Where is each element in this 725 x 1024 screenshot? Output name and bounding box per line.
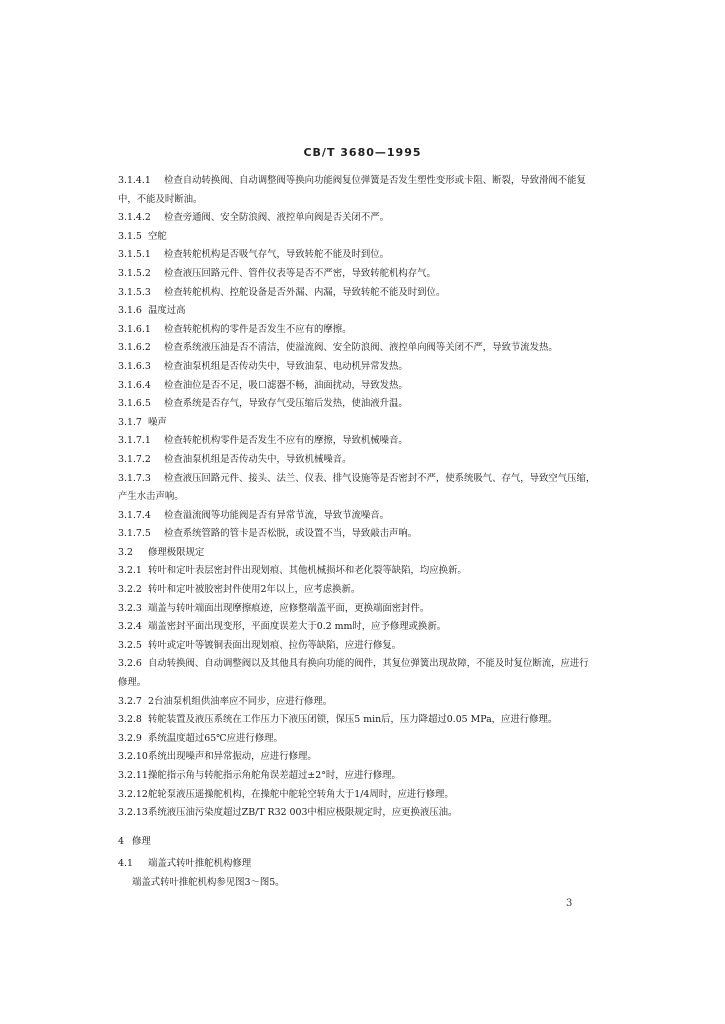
paragraph-3-1-5-2: [118, 265, 596, 284]
paragraph-3-2-4: [118, 618, 596, 637]
standard-code-header: CB/T 3680—1995: [303, 146, 422, 159]
clause-number: 3.1.7.3: [118, 472, 151, 484]
paragraph-3-1-7-1: [118, 432, 596, 451]
heading-3-1-7: [118, 414, 596, 433]
paragraph-3-2-3: [118, 600, 596, 619]
clause-text: 检查油位是否不足，吸口滤器不畅，油面扰动，导致发热。: [164, 379, 408, 391]
paragraph-3-1-7-3: [118, 470, 596, 507]
section-number: 4: [118, 835, 124, 847]
clause-number: 3.1.6.5: [118, 398, 151, 410]
clause-number: 3.2.6: [118, 658, 142, 670]
clause-number: 3.2.9: [118, 732, 142, 744]
heading-3-1-5: [118, 228, 596, 247]
clause-text: 转叶和定叶表层密封件出现划痕、其他机械损坏和老化裂等缺陷，均应换新。: [148, 565, 467, 577]
paragraph-3-2-12: [118, 786, 596, 805]
clause-text: 修理极限规定: [148, 546, 205, 558]
clause-number: 3.2.1: [118, 565, 142, 577]
paragraph-3-1-6-4: [118, 377, 596, 396]
clause-number: 3.2.8: [118, 714, 142, 726]
paragraph-3-1-7-2: [118, 451, 596, 470]
clause-text: 检查转舵机构、控舵设备是否外漏、内漏，导致转舵不能及时到位。: [164, 286, 446, 298]
clause-number: 3.2: [118, 546, 133, 558]
clause-number: 3.1.5.2: [118, 267, 151, 279]
clause-text: 系统出现噪声和异常振动，应进行修理。: [148, 751, 317, 763]
clause-text: 检查旁通阀、安全防浪阀、液控单向阀是否关闭不严。: [164, 212, 390, 224]
paragraph-3-2-11: [118, 767, 596, 786]
clause-number: 3.2.4: [118, 621, 142, 633]
paragraph-3-1-7-4: [118, 507, 596, 526]
paragraph-3-2-6: [118, 655, 596, 692]
clause-number: 3.1.7.4: [118, 509, 151, 521]
paragraph-3-1-6-1: [118, 321, 596, 340]
clause-text: 空舵: [148, 230, 167, 242]
clause-text: 温度过高: [148, 305, 186, 317]
paragraph-3-1-6-3: [118, 358, 596, 377]
clause-number: 3.2.11: [118, 770, 148, 781]
clause-text: 系统液压油污染度超过ZB/T R32 003中相应极限规定时，应更换液压油。: [148, 807, 458, 819]
clause-text: 检查液压回路元件、接头、法兰、仪表、排气设施等是否密封不严，使系统吸气、存气，导致空气压缩，产生水击声响。: [118, 472, 596, 503]
clause-number: 3.1.7.5: [118, 528, 151, 540]
clause-text: 检查系统液压油是否不清洁，使溢流阀、安全防浪阀、液控单向阀等关闭不严，导致节流发热。: [164, 342, 558, 354]
page-number: 3: [566, 898, 573, 909]
clause-text: 端盖密封平面出现变形，平面度误差大于0.2 mm时，应予修理或换新。: [148, 621, 447, 633]
subsection-4-1-heading: [118, 855, 596, 874]
clause-text: 检查油泵机组是否传动失中，导致机械噪音。: [164, 453, 352, 465]
clause-number: 3.1.5.3: [118, 286, 151, 298]
paragraph-3-1-7-5: [118, 525, 596, 544]
clause-text: 转叶或定叶等镀铜表面出现划痕、拉伤等缺陷，应进行修复。: [148, 639, 402, 651]
clause-text: 检查系统是否存气，导致存气受压缩后发热，使油液升温。: [164, 398, 408, 410]
paragraph-3-2-1: [118, 562, 596, 581]
clause-text: 检查转舵机构是否吸气存气，导致转舵不能及时到位。: [164, 249, 390, 261]
paragraph-3-2-10: [118, 748, 596, 767]
clause-number: 3.1.6: [118, 305, 142, 317]
clause-text: 检查自动转换阀、自动调整阀等换向功能阀复位弹簧是否发生塑性变形或卡阻、断裂，导致滑阀不能复中，不能及时断油。: [118, 175, 586, 205]
paragraph-3-2-13: [118, 804, 596, 823]
section-title: 修理: [132, 835, 151, 847]
clause-number: 3.1.4.2: [118, 212, 151, 224]
clause-text: 转叶和定叶被胶密封件使用2年以上，应考虑换新。: [148, 584, 361, 596]
clause-number: 3.1.6.1: [118, 323, 151, 335]
clause-text: 检查液压回路元件、管件仪表等是否不严密，导致转舵机构存气。: [164, 267, 436, 279]
clause-text: 2台油泵机组供油率应不同步，应进行修理。: [148, 695, 333, 707]
clause-number: 3.1.7.1: [118, 435, 151, 447]
clause-number: 3.1.6.2: [118, 342, 151, 354]
paragraph-3-1-5-1: [118, 246, 596, 265]
clause-number: 3.1.5: [118, 230, 142, 242]
paragraph-3-1-6-2: [118, 339, 596, 358]
clause-text: 检查溢流阀等功能阀是否有异常节流，导致节流噪音。: [164, 509, 390, 521]
clause-number: 3.2.3: [118, 602, 142, 614]
clause-number: 3.1.6.4: [118, 379, 151, 391]
paragraph-3-1-6-5: [118, 395, 596, 414]
clause-number: 3.2.5: [118, 639, 142, 651]
heading-3-1-6: [118, 302, 596, 321]
subsection-4-1-note: 端盖式转叶推舵机构参见图3～图5。: [132, 876, 285, 888]
paragraph-3-1-4-2: [118, 209, 596, 228]
clause-text: 检查系统管路的管卡是否松脱，或设置不当，导致敲击声响。: [164, 528, 418, 540]
clause-number: 3.1.7.2: [118, 453, 151, 465]
clause-text: 检查转舵机构的零件是否发生不应有的摩擦。: [164, 323, 352, 335]
heading-3-2: [118, 544, 596, 563]
clause-text: 转舵装置及液压系统在工作压力下液压闭锁，保压5 min后，压力降超过0.05 MPa，应进行修理。: [148, 714, 558, 726]
clause-text: 系统温度超过65℃应进行修理。: [148, 732, 283, 744]
clause-number: 3.2.13: [118, 807, 148, 819]
paragraph-3-1-4-1: [118, 172, 596, 209]
clause-text: 检查转舵机构零件是否发生不应有的摩擦，导致机械噪音。: [164, 435, 408, 447]
clause-text: 舵轮泵液压遥操舵机构，在操舵中舵轮空转角大于1/4周时，应进行修理。: [148, 788, 454, 800]
clause-text: 自动转换阀、自动调整阀以及其他具有换向功能的阀件，其复位弹簧出现故障，不能及时复位断流，应进行修理。: [118, 658, 589, 689]
clause-number: 3.2.12: [118, 788, 148, 800]
clause-text: 操舵指示角与转舵指示角舵角误差超过±2°时，应进行修理。: [148, 770, 401, 781]
subsection-title: 端盖式转叶推舵机构修理: [148, 858, 252, 870]
section-4-heading: [118, 833, 596, 852]
clause-text: 检查油泵机组是否传动失中，导致油泵、电动机异常发热。: [164, 360, 408, 372]
paragraph-3-2-8: [118, 711, 596, 730]
paragraph-3-2-5: [118, 637, 596, 656]
clause-number: 3.1.4.1: [118, 175, 151, 186]
paragraph-3-2-9: [118, 730, 596, 749]
clause-number: 3.1.7: [118, 416, 142, 428]
clause-number: 3.2.2: [118, 584, 142, 596]
subsection-number: 4.1: [118, 858, 133, 870]
document-body: [118, 172, 596, 893]
clause-number: 3.2.10: [118, 751, 148, 763]
clause-number: 3.1.6.3: [118, 360, 151, 372]
paragraph-3-2-2: [118, 581, 596, 600]
paragraph-3-2-7: [118, 693, 596, 712]
paragraph-3-1-5-3: [118, 284, 596, 303]
clause-text: 端盖与转叶端面出现摩擦痕迹，应修整端盖平面，更换端面密封件。: [148, 602, 430, 614]
clause-text: 噪声: [148, 416, 167, 428]
clause-number: 3.2.7: [118, 695, 142, 707]
clause-number: 3.1.5.1: [118, 249, 151, 261]
